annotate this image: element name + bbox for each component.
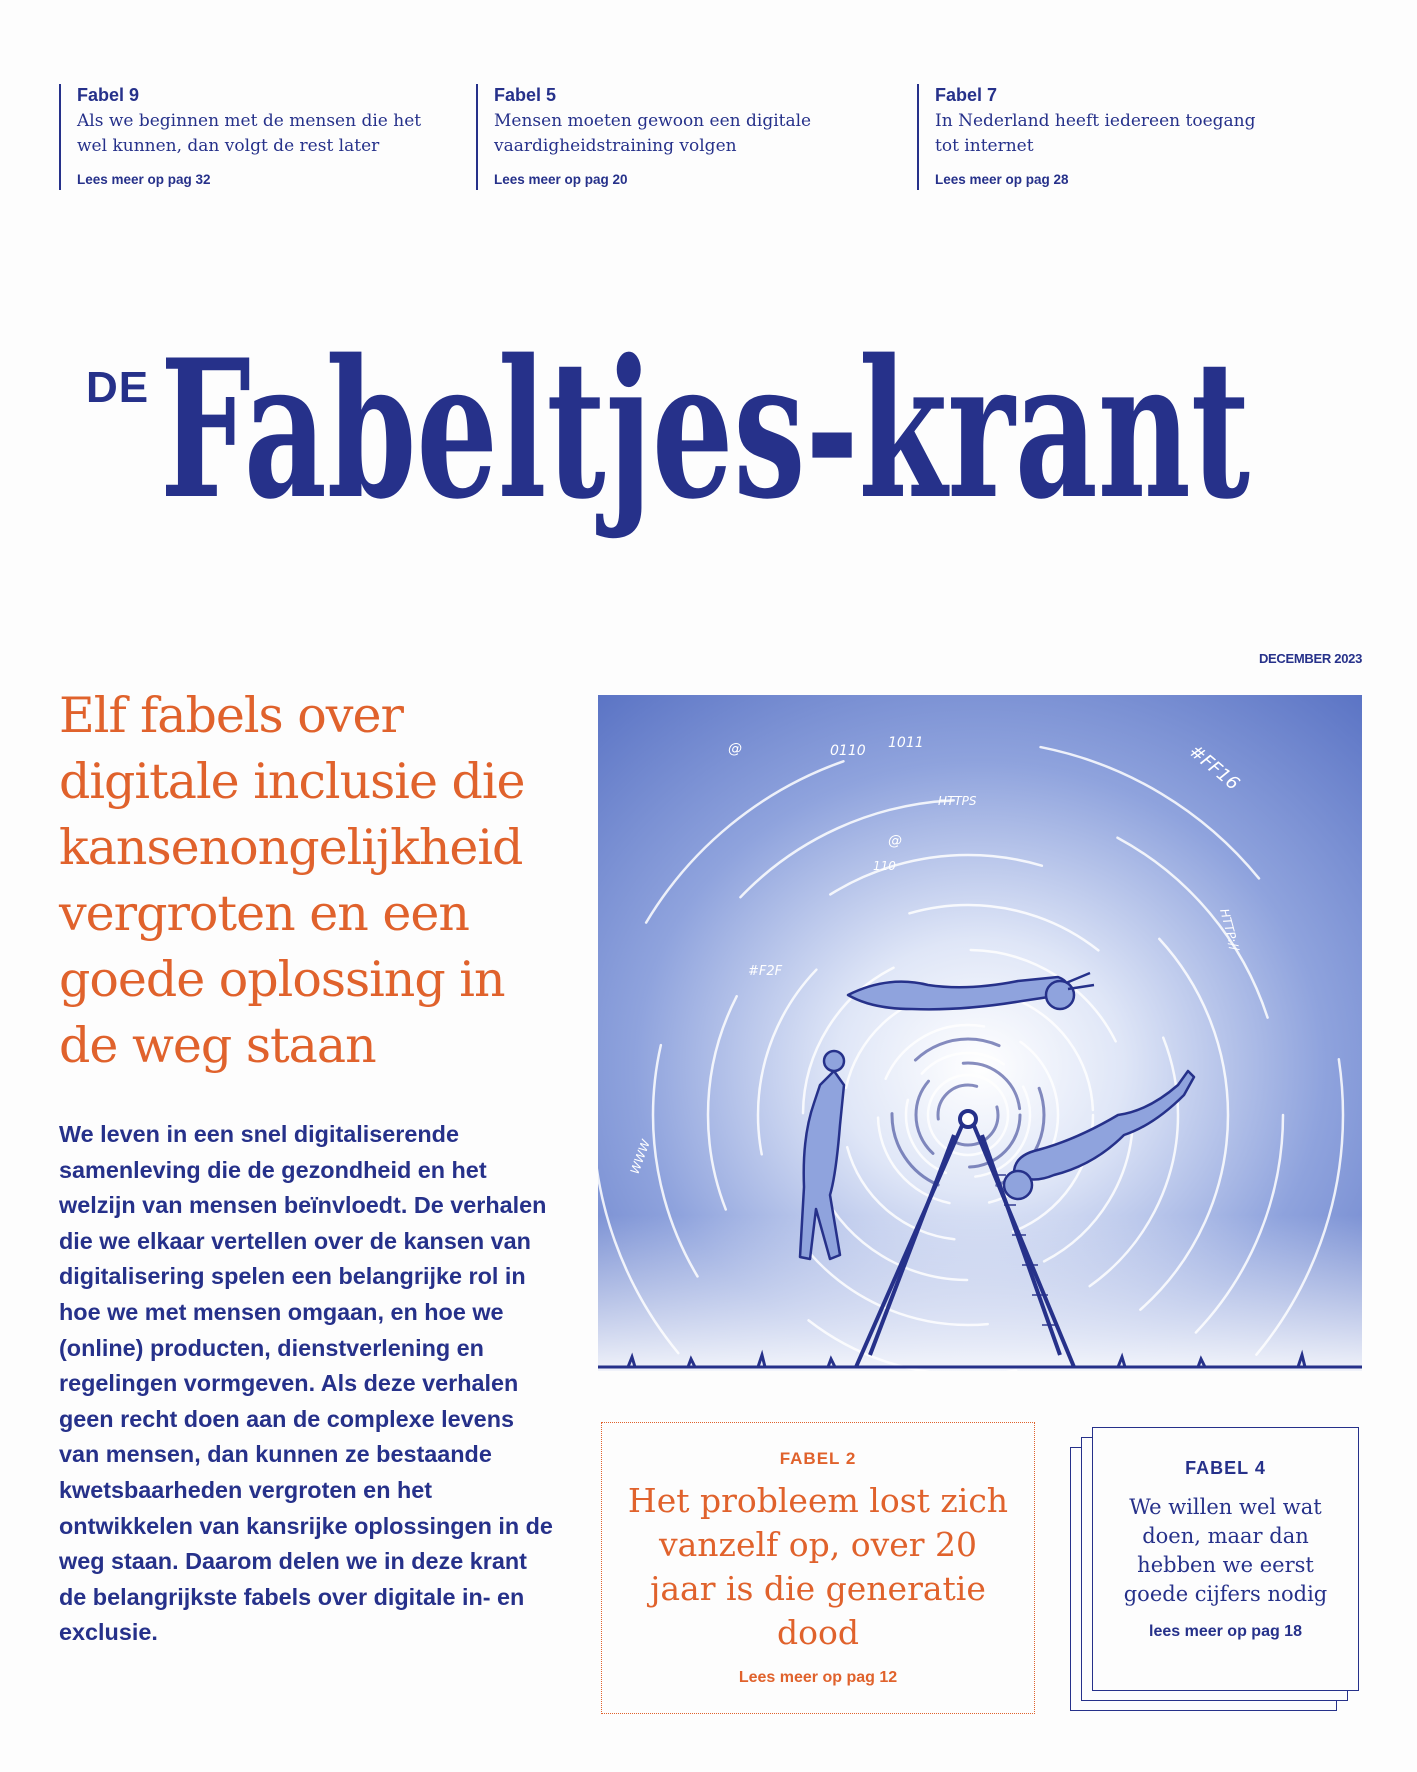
teaser-title: Fabel 9: [77, 85, 140, 105]
headline: Elf fabels over digitale inclusie die kansenongelijkheid vergroten en een goede oplossing in de weg staan: [59, 687, 525, 1074]
teaser-read-more-link[interactable]: Lees meer op pag 32: [77, 172, 211, 187]
teaser-fabel-7[interactable]: [917, 84, 1275, 190]
cover-illustration: [598, 695, 1362, 1371]
fabel-4-box[interactable]: [1092, 1427, 1359, 1691]
teaser-text: Als we beginnen met de mensen die het wel kunnen, dan volgt de rest later: [77, 111, 422, 156]
fabel-2-quote: Het probleem lost zich vanzelf op, over 20 jaar is die generatie dood: [627, 1481, 1009, 1652]
fabel-4-kicker: FABEL 4: [1185, 1458, 1266, 1478]
illus-label: @: [888, 833, 902, 849]
teaser-fabel-9[interactable]: [59, 84, 437, 190]
teaser-read-more-link[interactable]: Lees meer op pag 20: [494, 172, 628, 187]
teaser-title: Fabel 5: [494, 85, 557, 105]
illus-label: WWW: [627, 1137, 653, 1177]
teaser-title: Fabel 7: [935, 85, 998, 105]
fabel-2-read-more-link[interactable]: Lees meer op pag 12: [738, 1669, 898, 1686]
fabel-4-read-more-link[interactable]: lees meer op pag 18: [1149, 1623, 1302, 1640]
illus-label: 1011: [888, 735, 924, 751]
illus-label: #F2F: [748, 964, 783, 979]
intro-text: We leven in een snel digitaliserende samenleving die de gezondheid en het welzijn van mensen beïnvloedt. De verhalen die we elkaar vertellen over de kansen van digitalisering spelen een belangrijke rol in hoe we met mensen omgaan, en hoe we (online) producten, dienstverlening en regelingen vormgeven. Als deze verhalen geen recht doen aan de complexe levens van mensen, dan kunnen ze bestaande kwetsbaarheden vergroten en het ontwikkelen van kansrijke oplossingen in de weg staan. Daarom delen we in deze krant de belangrijkste fabels over digitale in- en exclusie.: [59, 1121, 553, 1646]
fabel-4-quote: We willen wel wat doen, maar dan hebben we eerst goede cijfers nodig: [1123, 1495, 1328, 1606]
illus-label: HTTP://: [1217, 907, 1242, 953]
fabel-2-kicker: FABEL 2: [779, 1449, 857, 1468]
fabel-2-box[interactable]: [601, 1422, 1035, 1714]
teaser-read-more-link[interactable]: Lees meer op pag 28: [935, 172, 1069, 187]
teaser-fabel-5[interactable]: [476, 84, 864, 190]
masthead-title: Fabeltjes-krant: [160, 318, 1250, 541]
illus-label: HTTPS: [938, 794, 977, 808]
illus-label: #FF16: [1184, 740, 1244, 795]
masthead-prefix: DE: [86, 363, 150, 412]
teaser-text: In Nederland heeft iedereen toegang tot internet: [935, 111, 1256, 156]
teaser-text: Mensen moeten gewoon een digitale vaardigheidstraining volgen: [494, 111, 812, 156]
masthead-logo: [160, 318, 1250, 558]
illus-label: 110: [873, 859, 896, 873]
illus-label: 0110: [830, 743, 866, 759]
issue-date: DECEMBER 2023: [1258, 651, 1362, 666]
illus-label: @: [728, 741, 742, 757]
